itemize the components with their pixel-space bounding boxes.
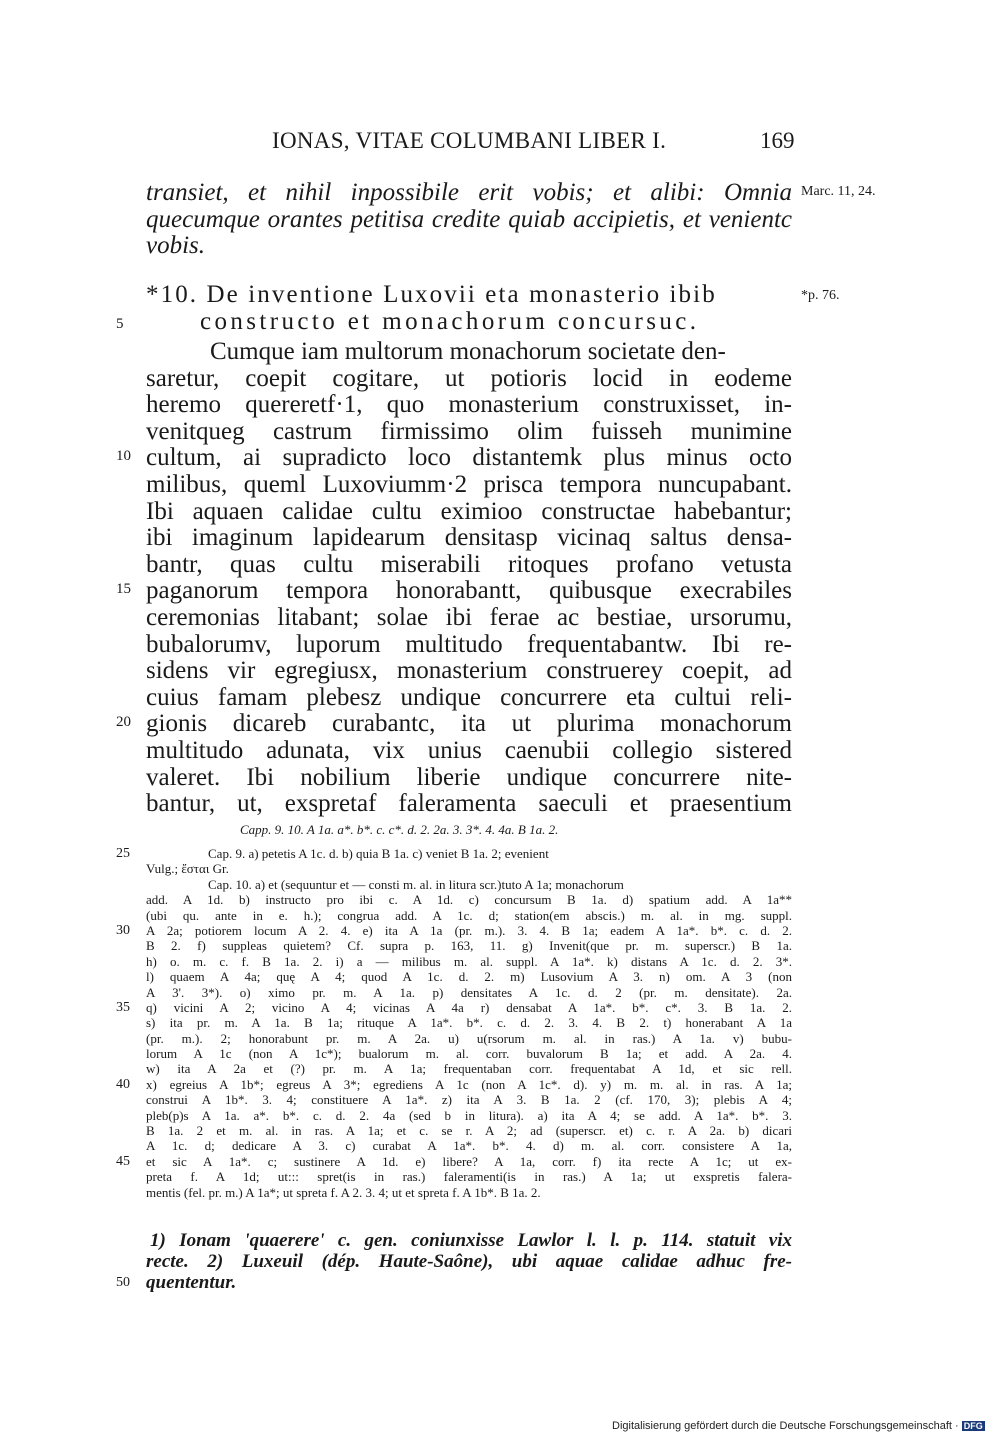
text-line: sidens vir egregiusx, monasterium construerey coepit, ad xyxy=(146,657,792,685)
heading-line: constructo et monachorum concursuc. xyxy=(200,307,700,335)
apparatus-line: (ubi qu. ante in e. h.); congrua add. A 1c. d; station(em abscis.) m. al. in mg. suppl. xyxy=(146,907,792,923)
apparatus-line: w) ita A 2a et (?) pr. m. A 1a; frequentaban corr. frequentabat A 1d, et sic rell. xyxy=(146,1061,792,1077)
text-line: venitqueg castrum firmissimo olim fuisseh munimine xyxy=(146,417,792,445)
apparatus-line-number: 25 xyxy=(116,846,130,861)
footnote-line-number: 50 xyxy=(116,1275,130,1290)
line-number: 15 xyxy=(116,581,131,597)
apparatus-line: h) o. m. c. f. B 1a. 2. i) a — milibus m. al. suppl. A 1a*. k) distans A 1c. d. 2. 3*. xyxy=(146,953,792,969)
text-line: gionis dicareb curabantc, ita ut plurima monachorum xyxy=(146,710,792,738)
chapter-body xyxy=(146,339,792,818)
dfg-logo-icon: DFG xyxy=(963,1421,983,1431)
text-line: valeret. Ibi nobilium liberie undique concurrere nite- xyxy=(146,763,792,791)
text-line: paganorum tempora honorabantt, quibusque execrabiles xyxy=(146,577,792,605)
text-line: transiet, et nihil inpossibile erit vobis; et alibi: Omnia xyxy=(146,179,792,206)
apparatus-line: x) egreius A 1b*; egreus A 3*; egrediens A 1c (non A 1c*. d). y) m. m. al. in ras. A 1a; xyxy=(146,1076,792,1092)
apparatus-line: Capp. 9. 10. A 1a. a*. b*. c. c*. d. 2. 2a. 3. 3*. 4. 4a. B 1a. 2. xyxy=(240,822,559,837)
text-line: quecumque orantes petitisa credite quiab accipietis, et venientc xyxy=(146,205,792,233)
text-line: cuius famam plebesz undique concurrere eta cultui reli- xyxy=(146,683,792,711)
footnote-line: quententur. xyxy=(146,1272,237,1293)
apparatus-line: s) ita pr. m. A 1a. B 1a; rituque A 1a*. b*. c. d. 2. 3. 4. B 2. t) honerabant A 1a xyxy=(146,1015,792,1031)
apparatus-header xyxy=(146,822,792,837)
text-line: cultum, ai supradicto loco distantemk plus minus octo xyxy=(146,444,792,472)
apparatus-line: B 1a. 2 et m. al. in ras. A 1a; et c. se r. A 2; ad (superscr. et) c. r. A 2a. b) dicari xyxy=(146,1123,792,1139)
apparatus-line: A 1c. d; dedicare A 3. c) curabat A 1a*. b*. 4. d) m. al. corr. consistere A 1a, xyxy=(146,1138,792,1154)
text-line: multitudo adunata, vix unius caenubii collegio sistered xyxy=(146,736,792,764)
apparatus-line: q) vicini A 2; vicino A 4; vicinas A 4a r) densabat A 1a*. b*. c*. 3. B 1a. 2. xyxy=(146,999,792,1015)
apparatus-line: B 2. f) suppleas quietem? Cf. supra p. 163, 11. g) Invenit(que pr. m. superscr.) B 1a. xyxy=(146,938,792,954)
apparatus-line: A 3'. 3*). o) ximo pr. m. A 1a. p) densitates A 1c. d. 2 (pr. m. densitate). 2a. xyxy=(146,984,792,1000)
apparatus-line: lorum A 1c (non A 1c*); bualorum m. al. corr. buvalorum B 1a; et add. A 2a. 4. xyxy=(146,1046,792,1062)
text-line: Ibi aquaen calidae cultu eximioo constructae habebantur; xyxy=(146,497,792,525)
apparatus-line-number: 40 xyxy=(116,1077,130,1092)
text-line: ceremonias litabant; solae ibi ferae ac bestiae, ursorumu, xyxy=(146,603,792,631)
credit-text: Digitalisierung gefördert durch die Deutsche Forschungsgemeinschaft xyxy=(612,1420,952,1432)
running-title: IONAS, VITAE COLUMBANI LIBER I. xyxy=(272,128,667,153)
apparatus-line-number: 35 xyxy=(116,1000,130,1015)
text-line: bantr, quas cultu miserabili ritoques profano vetusta xyxy=(146,550,792,578)
apparatus-line: Cap. 9. a) petetis A 1c. d. b) quia B 1a. c) veniet B 1a. 2; evenient xyxy=(208,846,549,861)
apparatus-line: mentis (fel. pr. m.) A 1a*; ut spreta f. A 2. 3. 4; ut et spreta f. A 1b*. B 1a. 2. xyxy=(146,1184,541,1200)
text-line: Cumque iam multorum monachorum societate den- xyxy=(210,338,726,365)
margin-note-reference: Marc. 11, 24. xyxy=(801,184,876,199)
text-line: ibi imaginum lapidearum densitasp vicinaq saltus densa- xyxy=(146,524,792,552)
digitization-credit: Digitalisierung gefördert durch die Deutsche Forschungsgemeinschaft · DFG xyxy=(612,1420,983,1432)
text-line: milibus, queml Luxoviumm·2 prisca tempora nuncupabant. xyxy=(146,470,792,498)
apparatus-line: construi A 1b*. 3. 4; constituere A 1a*. z) ita A 3. B 1a. 2 (cf. 170, 3); plebis A 4; xyxy=(146,1092,792,1108)
line-number: 20 xyxy=(116,714,131,730)
text-line: heremo quereretf·1, quo monasterium construxisset, in- xyxy=(146,391,792,419)
intro-text xyxy=(146,180,792,260)
footnote-line: 1) Ionam 'quaerere' c. gen. coniunxisse Lawlor l. l. p. 114. statuit vix xyxy=(150,1230,792,1251)
text-line: bantur, ut, exspretaf faleramenta saeculi et praesentium xyxy=(146,790,792,818)
apparatus-line: (pr. m.). 2; honorabunt pr. m. A 2a. u) u(rsorum m. al. in ras.) A 1a. v) bubu- xyxy=(146,1030,792,1046)
text-line: bubalorumv, luporum multitudo frequentabantw. Ibi re- xyxy=(146,630,792,658)
apparatus-line: et sic A 1a*. c; sustinere A 1d. e) libere? A 1a, corr. f) ita recte A 1c; ut ex- xyxy=(146,1153,792,1169)
margin-note-page: *p. 76. xyxy=(801,288,840,303)
text-line: vobis. xyxy=(146,232,206,260)
heading-line: *10. De inventione Luxovii eta monasterio ibib xyxy=(146,281,717,308)
line-number: 5 xyxy=(116,316,124,332)
apparatus-line-number: 45 xyxy=(116,1154,130,1169)
chapter-heading xyxy=(146,282,792,335)
page-number: 169 xyxy=(760,128,795,153)
line-number: 10 xyxy=(116,448,131,464)
apparatus-line: Cap. 10. a) et (sequuntur et — consti m. al. in litura scr.)tuto A 1a; monachorum xyxy=(208,876,624,892)
footnotes xyxy=(146,1230,792,1293)
apparatus-line-number: 30 xyxy=(116,923,130,938)
apparatus-line: pleb(p)s A 1a. a*. b*. c. d. 2. 4a (sed b in litura). a) ita A 4; se add. A 1a*. b*. 3. xyxy=(146,1107,792,1123)
apparatus-line: add. A 1d. b) instructo pro ibi c. A 1d. c) concursum B 1a. d) spatium add. A 1a** xyxy=(146,892,792,908)
apparatus-line: l) quaem A 4a; quę A 4; quod A 1c. d. 2. m) Lusovium A 3. n) om. A 3 (non xyxy=(146,969,792,985)
apparatus-line: preta f. A 1d; ut::: spret(is in ras.) faleramenti(is in ras.) A 1a; ut exspretis falera- xyxy=(146,1169,792,1185)
apparatus-line: Vulg.; ἔσται Gr. xyxy=(146,861,229,877)
apparatus-line: A 2a; potiorem locum A 2. 4. e) ita A 1a (pr. m.). 3. 4. B 1a; eadem A 1a*. b*. c. d. 2. xyxy=(146,922,792,938)
footnote-line: recte. 2) Luxeuil (dép. Haute-Saône), ubi aquae calidae adhuc fre- xyxy=(146,1251,792,1272)
text-line: saretur, coepit cogitare, ut potioris locid in eodeme xyxy=(146,364,792,392)
critical-apparatus xyxy=(146,846,792,1200)
